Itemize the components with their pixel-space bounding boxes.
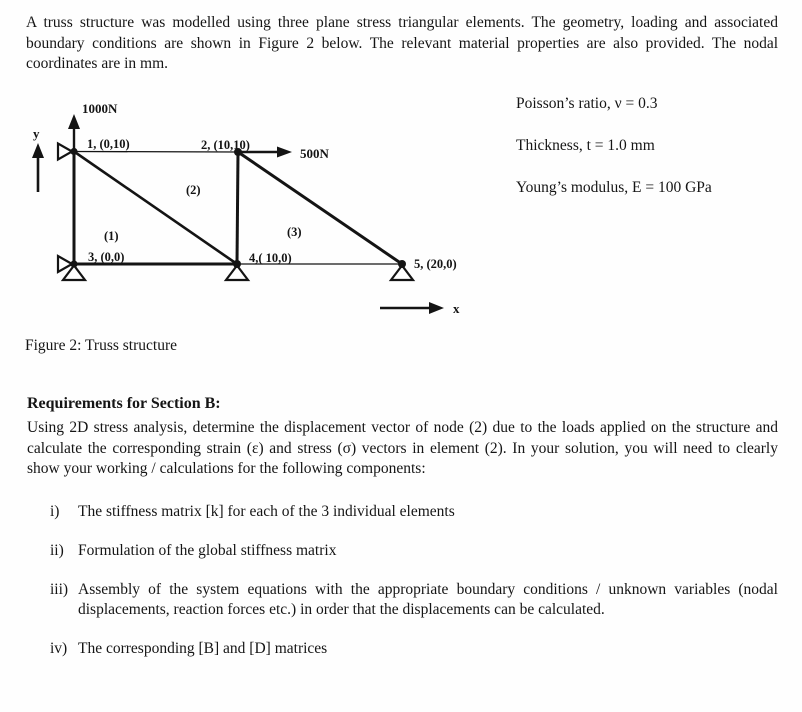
requirements-list-item [50, 502, 778, 523]
node-3-dot [70, 260, 77, 267]
material-property: Young’s modulus, E = 100 GPa [516, 179, 712, 196]
list-item-text: Assembly of the system equations with the appropriate boundary conditions / unknown variables (nodal displacements, reaction forces etc.) in order that the displacements can be calculated. [78, 580, 778, 619]
list-item-marker: iii) [50, 580, 69, 598]
list-item-marker: iv) [50, 640, 68, 658]
material-property: Thickness, t = 1.0 mm [516, 137, 655, 154]
node-1-label: 1, (0,10) [87, 137, 130, 151]
element-1-label: (1) [104, 229, 119, 243]
node-5-dot [398, 260, 406, 268]
load-1000n-arrow-icon [68, 114, 80, 129]
requirements-list-item [50, 541, 778, 562]
requirements-list-item [50, 580, 778, 622]
y-axis-arrow-icon [32, 143, 44, 158]
list-item-text: Formulation of the global stiffness matrix [78, 541, 337, 559]
load-500n-label: 500N [300, 146, 329, 161]
requirements-heading: Requirements for Section B: [27, 395, 221, 412]
list-item-marker: i) [50, 503, 60, 520]
roller-support-icon-node1 [58, 144, 72, 160]
list-item-text: The corresponding [B] and [D] matrices [78, 640, 328, 658]
list-item-text: The stiffness matrix [k] for each of the 3 individual elements [78, 503, 455, 520]
list-item-marker: ii) [50, 541, 64, 559]
material-properties [516, 96, 786, 222]
member-node2-node4 [237, 152, 238, 264]
node-3-label: 3, (0,0) [88, 250, 125, 264]
x-axis-arrow-icon [429, 302, 444, 314]
member-node2-node5 [238, 152, 402, 264]
requirements-list-item [50, 639, 778, 660]
requirements-intro: Using 2D stress analysis, determine the displacement vector of node (2) due to the loads applied on the structure and calculate the corresponding strain (ε) and stress (σ) vectors in element (2). In your solution, you will need to clearly show your working / calculations for the following components: [27, 419, 778, 478]
material-property: Poisson’s ratio, ν = 0.3 [516, 95, 658, 112]
member-node1-node4 [74, 152, 237, 265]
load-500n-arrow-icon [277, 147, 292, 158]
node-5-label: 5, (20,0) [414, 257, 457, 271]
requirements-list [50, 502, 778, 678]
intro-paragraph: A truss structure was modelled using three plane stress triangular elements. The geometry, loading and associated boundary conditions are shown in Figure 2 below. The relevant material properties are also provided. The nodal coordinates are in mm. [26, 14, 778, 73]
element-2-label: (2) [186, 183, 201, 197]
node-4-dot [233, 260, 241, 268]
truss-figure [0, 88, 480, 323]
y-axis-label: y [33, 126, 40, 141]
load-1000n-label: 1000N [82, 101, 118, 116]
x-axis-label: x [453, 301, 460, 316]
element-3-label: (3) [287, 225, 302, 239]
figure-caption: Figure 2: Truss structure [25, 337, 177, 354]
node-2-label: 2, (10,10) [201, 138, 250, 152]
node-4-label: 4,( 10,0) [249, 251, 292, 265]
